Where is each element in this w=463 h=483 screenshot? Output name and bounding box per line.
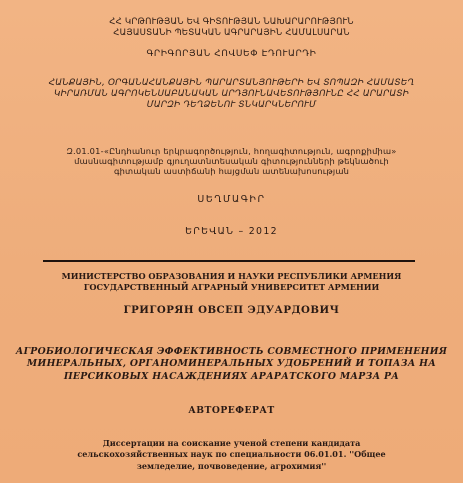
armenian-specialty xyxy=(0,146,463,177)
specialty-line: сельскохозяйственных наук по специальности 06.01.01. ''Общее xyxy=(77,449,386,460)
armenian-title xyxy=(0,78,463,110)
header-line: ՀԱՅԱՍՏԱՆԻ ՊԵՏԱԿԱՆ ԱԳՐԱՐԱՅԻՆ ՀԱՄԱԼՍԱՐԱՆ xyxy=(113,27,350,38)
title-line: ՀԱՆՔԱՅԻՆ, ՕՐԳԱՆԱՀԱՆՔԱՅԻՆ ՊԱՐԱՐՏԱՆՅՈՒԹԵՐԻ ԵՎ ՏՈՊԱԶԻ ՀԱՄԱՏԵՂ xyxy=(48,78,415,88)
section-divider xyxy=(43,260,415,262)
title-line: МИНЕРАЛЬНЫХ, ОРГАНОМИНЕРАЛЬНЫХ УДОБРЕНИЙ И ТОПАЗА НА xyxy=(26,358,437,370)
armenian-author-name: ԳՐԻԳՈՐՅԱՆ ՀՈՎՍԵՓ ԷԴՈՒԱՐԴԻ xyxy=(146,49,317,59)
specialty-line: Զ.01.01-«Ընդհանուր երկրագործություն, հողագիտություն, ագրոքիմիա» xyxy=(66,146,397,156)
armenian-ministry-header xyxy=(0,17,463,38)
russian-abstract-label: АВТОРЕФЕРАТ xyxy=(188,405,275,416)
title-line: ПЕРСИКОВЫХ НАСАЖДЕНИЯХ АРАРАТСКОГО МАРЗА РА xyxy=(63,370,400,382)
russian-author-name: ГРИГОРЯН ОВСЕП ЭДУАРДОВИЧ xyxy=(123,304,340,316)
armenian-city-year: ԵՐԵՎԱՆ – 2012 xyxy=(185,226,278,237)
specialty-line: Диссертации на соискание ученой степени кандидата xyxy=(102,438,361,448)
ministry-line: ГОСУДАРСТВЕННЫЙ АГРАРНЫЙ УНИВЕРСИТЕТ АРМЕНИИ xyxy=(83,281,380,292)
specialty-line: գիտական աստիճանի հայցման ատենախոսության xyxy=(113,166,350,177)
title-line: ԿԻՐԱՌՄԱՆ ԱԳՐՈԿԵՆՍԱԲԱՆԱԿԱՆ ԱՐԴՅՈՒՆԱՎԵՏՈՒԹՅՈՒՆԸ ՀՀ ԱՐԱՐԱՏԻ xyxy=(53,88,410,99)
ministry-line: МИНИСТЕРСТВО ОБРАЗОВАНИЯ И НАУКИ РЕСПУБЛИКИ АРМЕНИЯ xyxy=(61,271,402,281)
russian-ministry-header xyxy=(0,271,463,293)
armenian-abstract-label: ՍԵՂՄԱԳԻՐ xyxy=(197,194,266,205)
header-line: ՀՀ ԿՐԹՈՒԹՅԱՆ ԵՎ ԳԻՏՈՒԹՅԱՆ ՆԱԽԱՐԱՐՈՒԹՅՈՒՆ xyxy=(109,17,354,27)
russian-specialty xyxy=(0,438,463,472)
title-line: АГРОБИОЛОГИЧЕСКАЯ ЭФФЕКТИВНОСТЬ СОВМЕСТНОГО ПРИМЕНЕНИЯ xyxy=(15,346,448,357)
specialty-line: земледелие, почвоведение, агрохимия'' xyxy=(136,460,327,471)
title-line: ՄԱՐԶԻ ԴԵՂՁԵՆՈՒ ՏՆԿԱՐԿՆԵՐՈՒՄ xyxy=(146,99,317,110)
specialty-line: մասնագիտությամբ գյուղատնտեսական գիտությունների թեկնածուի xyxy=(74,156,389,167)
russian-title xyxy=(0,346,463,383)
